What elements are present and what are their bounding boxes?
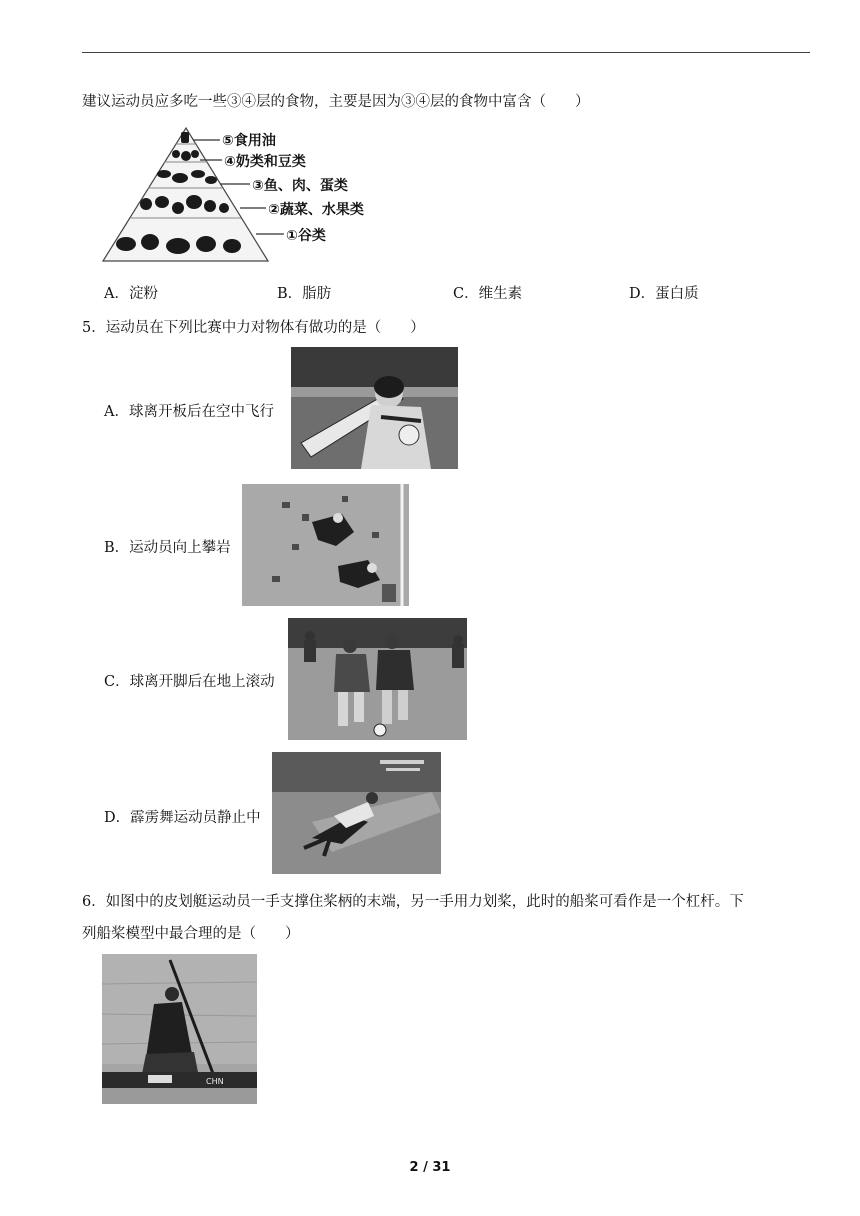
- cricket-batting-photo: [291, 347, 458, 469]
- breakdance-photo: [272, 752, 441, 874]
- q4-option-b: B．脂肪: [277, 286, 332, 302]
- q4-option-a: A．淀粉: [104, 286, 158, 302]
- pyramid-label-4: ④奶类和豆类: [224, 154, 306, 170]
- pyramid-label-3: ③鱼、肉、蛋类: [252, 178, 348, 194]
- rock-climbing-photo: [242, 484, 409, 606]
- pyramid-label-5: ⑤食用油: [222, 133, 276, 149]
- q5-option-d: D．霹雳舞运动员静止中: [104, 810, 261, 826]
- q6-stem-line2: 列船桨模型中最合理的是（ ）: [82, 926, 300, 942]
- boat-hull-text: CHN: [206, 1077, 224, 1086]
- q4-option-c: C．维生素: [453, 286, 523, 302]
- pyramid-label-1: ①谷类: [286, 228, 326, 244]
- q5-option-a: A．球离开板后在空中飞行: [104, 404, 274, 420]
- header-rule: [82, 52, 810, 53]
- q6-stem-line1: 6．如图中的皮划艇运动员一手支撑住桨柄的末端，另一手用力划桨，此时的船桨可看作是一个杠杆。下: [82, 894, 744, 910]
- page-number: 2 / 31: [409, 1160, 451, 1175]
- canoe-photo: [102, 954, 257, 1104]
- soccer-photo: [288, 618, 467, 740]
- q4-option-d: D．蛋白质: [629, 286, 699, 302]
- q5-option-c: C．球离开脚后在地上滚动: [104, 674, 275, 690]
- food-pyramid-figure: [98, 124, 380, 264]
- pyramid-label-2: ②蔬菜、水果类: [268, 202, 364, 218]
- q4-stem: 建议运动员应多吃一些③④层的食物，主要是因为③④层的食物中富含（ ）: [82, 94, 590, 110]
- q5-option-b: B．运动员向上攀岩: [104, 540, 231, 556]
- q5-stem: 5．运动员在下列比赛中力对物体有做功的是（ ）: [82, 320, 425, 336]
